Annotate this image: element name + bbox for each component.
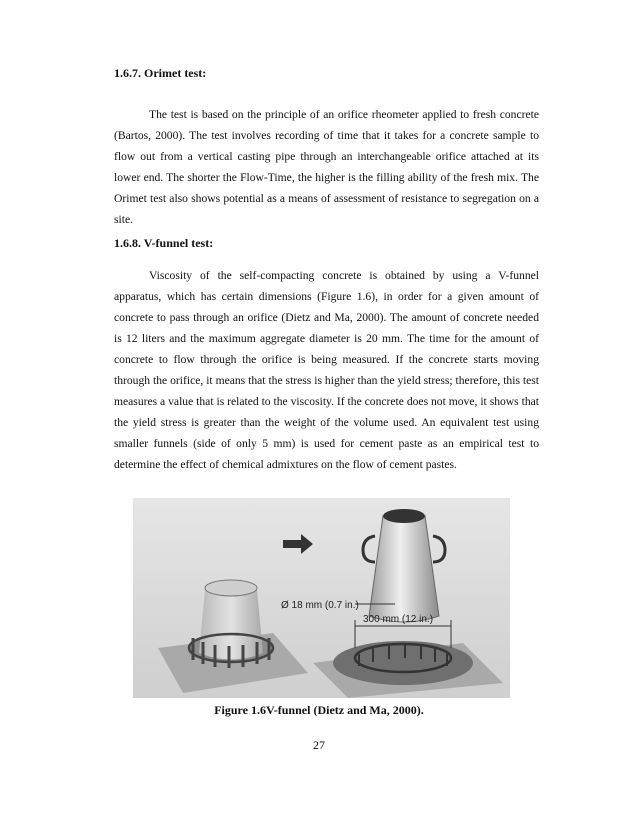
paragraph-orimet: The test is based on the principle of an orifice rheometer applied to fresh concrete (Bartos, 2000). The test involves recording of time that it takes for a concrete sample to flow out from a vertical casting pipe through an interchangeable orifice attached at its lower end. The shorter the Flow-Time, the higher is the filling ability of the fresh mix. The Orimet test also shows potential as a means of assessment of resistance to segregation on a site.	[114, 108, 539, 226]
page-number: 27	[313, 738, 325, 752]
label-length: 300 mm (12 in.)	[363, 614, 434, 625]
sample-top-left	[205, 580, 257, 596]
figure-caption: Figure 1.6V-funnel (Dietz and Ma, 2000).	[214, 703, 424, 717]
funnel-opening	[383, 509, 425, 523]
figure-v-funnel	[133, 498, 510, 698]
paragraph-v-funnel: Viscosity of the self-compacting concrete is obtained by using a V-funnel apparatus, which has certain dimensions (Figure 1.6), in order for a given amount of concrete to pass through an orifice (Dietz and Ma, 2000). The amount of concrete needed is 12 liters and the maximum aggregate diameter is 20 mm. The time for the amount of concrete to flow through the orifice is being measured. If the concrete starts moving through the orifice, it means that the stress is higher than the yield stress; therefore, this test measures a value that is related to the viscosity. If the concrete does not move, it shows that the yield stress is greater than the weight of the volume used. An equivalent test using smaller funnels (side of only 5 mm) is used for cement paste as an empirical test to determine the effect of chemical admixtures on the flow of cement pastes.	[114, 269, 539, 471]
label-diameter: Ø 18 mm (0.7 in.)	[281, 600, 359, 611]
section-heading-orimet: 1.6.7. Orimet test:	[114, 66, 207, 80]
concrete-spread-right	[333, 641, 473, 685]
section-heading-v-funnel: 1.6.8. V-funnel test:	[114, 236, 214, 250]
v-funnel-illustration	[133, 498, 510, 698]
